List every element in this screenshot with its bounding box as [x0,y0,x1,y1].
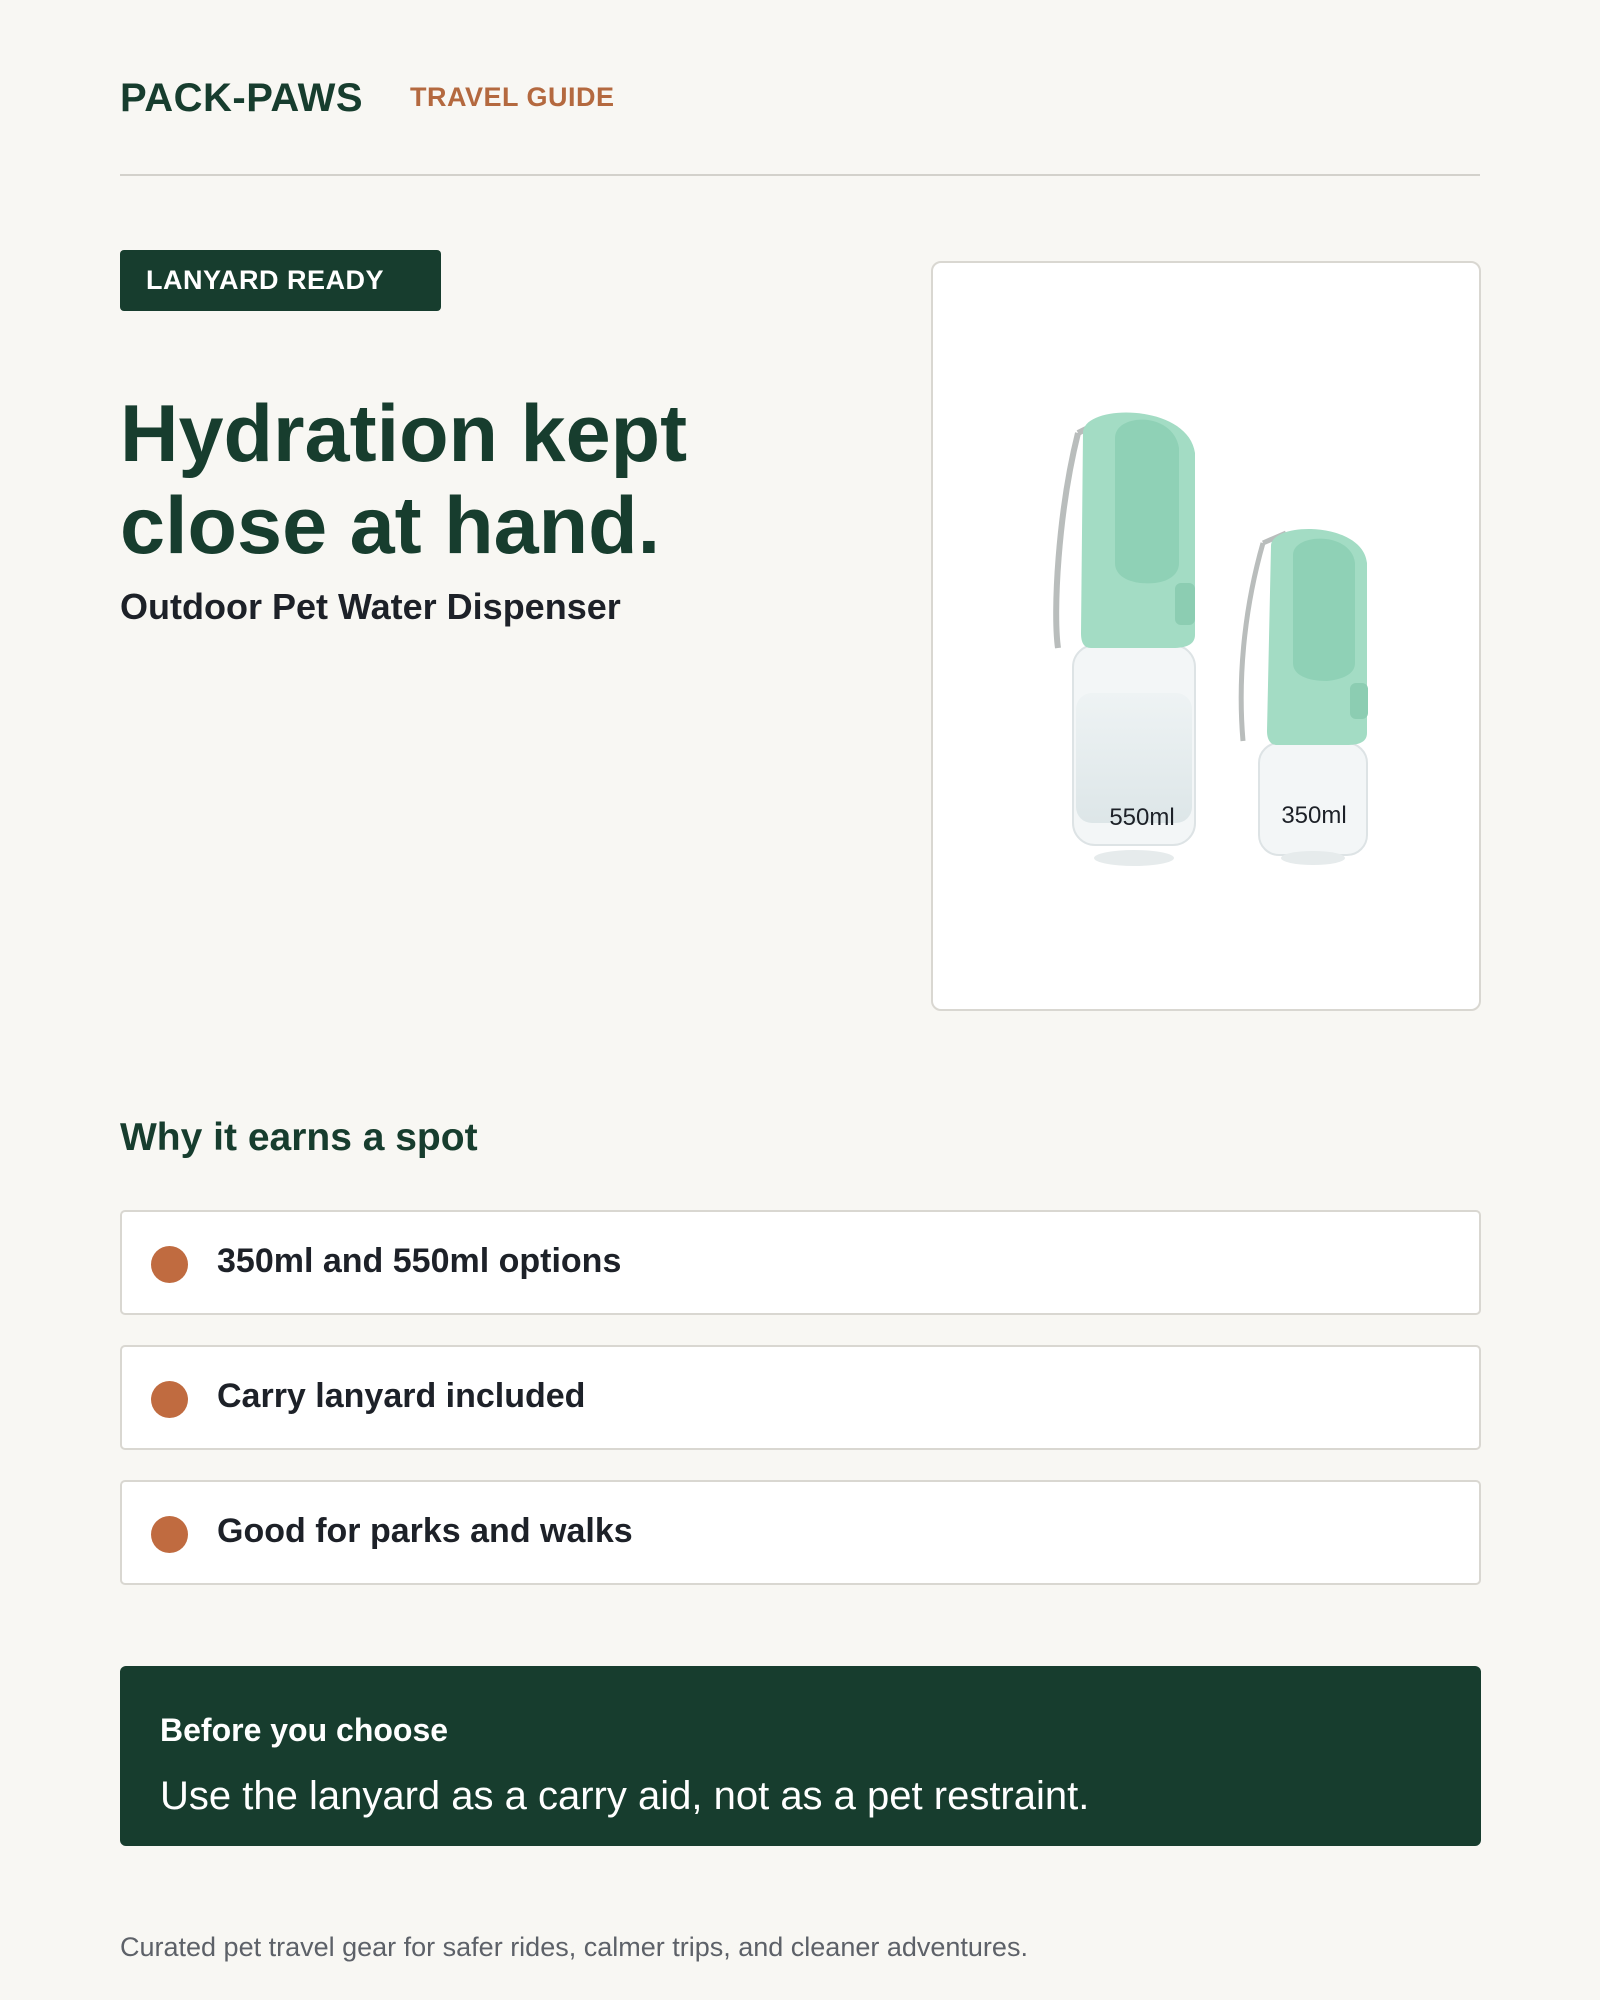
large-bottle [1056,413,1195,866]
header-tagline: TRAVEL GUIDE [410,82,615,112]
lanyard-badge: LANYARD READY [120,250,441,311]
bullet-dot-icon [151,1381,188,1418]
product-image-card [931,261,1481,1011]
notice-body: Use the lanyard as a carry aid, not as a pet restraint. [160,1774,1090,1818]
hero-title-line1: Hydration kept [120,389,688,479]
notice-heading: Before you choose [160,1712,449,1748]
notice-box [120,1666,1481,1846]
small-bottle-label: 350ml [1281,802,1347,829]
feature-label: Good for parks and walks [217,1512,633,1550]
bullet-dot-icon [151,1516,188,1553]
feature-item [120,1345,1481,1450]
site-header [120,76,1480,176]
footer-text: Curated pet travel gear for safer rides, calmer trips, and cleaner adventures. [120,1932,1028,1962]
large-bottle-label: 550ml [1109,804,1175,831]
features-title: Why it earns a spot [120,1116,478,1159]
feature-item [120,1480,1481,1585]
feature-item [120,1210,1481,1315]
brand-logo[interactable]: PACK-PAWS [120,76,364,120]
bullet-dot-icon [151,1246,188,1283]
hero-title [120,388,820,572]
product-name: Outdoor Pet Water Dispenser [120,586,621,627]
feature-label: 350ml and 550ml options [217,1242,622,1280]
water-bottle-illustration [933,263,1481,1011]
hero-title-line2: close at hand. [120,481,661,571]
feature-label: Carry lanyard included [217,1377,586,1415]
